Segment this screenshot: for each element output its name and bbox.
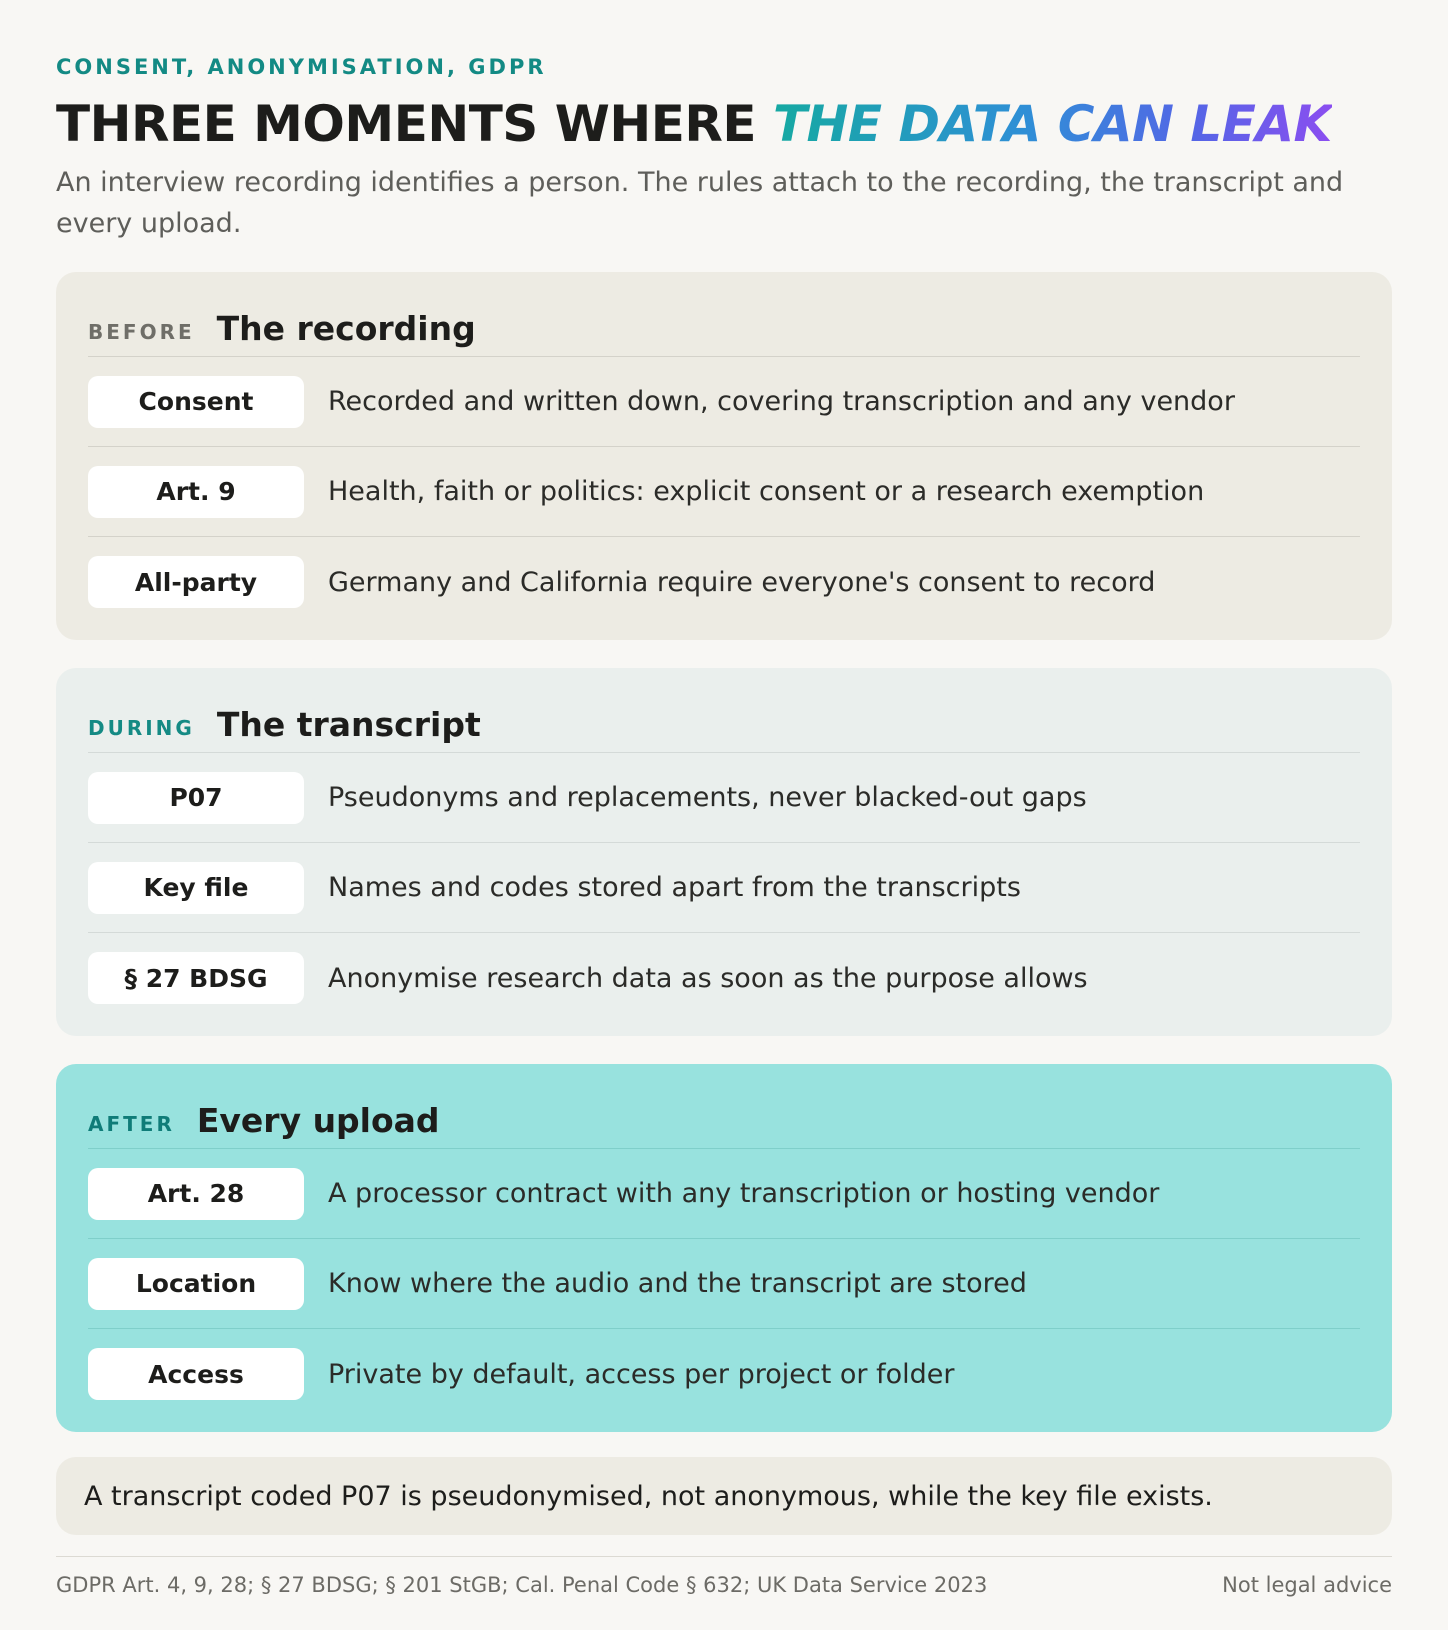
rule-row	[88, 753, 1360, 843]
rule-list	[88, 1148, 1360, 1419]
title-plain: THREE MOMENTS WHERE	[56, 95, 773, 153]
rule-row	[88, 933, 1360, 1023]
rule-row	[88, 1149, 1360, 1239]
summary-note: A transcript coded P07 is pseudonymised, not anonymous, while the key file exists.	[56, 1457, 1392, 1535]
rule-row	[88, 537, 1360, 627]
rule-tag: Key file	[88, 862, 304, 914]
rule-row	[88, 447, 1360, 537]
rule-list	[88, 356, 1360, 627]
panel-title: Every upload	[196, 1100, 440, 1140]
rule-tag: P07	[88, 772, 304, 824]
page-title	[56, 92, 1392, 156]
panel-header	[88, 696, 1360, 752]
stage-label: AFTER	[88, 1112, 175, 1136]
stage-label: BEFORE	[88, 320, 195, 344]
rule-text: Know where the audio and the transcript are stored	[328, 1268, 1027, 1299]
rule-tag: § 27 BDSG	[88, 952, 304, 1004]
title-accent: THE DATA CAN LEAK	[772, 95, 1332, 153]
footer	[56, 1556, 1392, 1597]
rule-row	[88, 843, 1360, 933]
rule-text: Anonymise research data as soon as the purpose allows	[328, 962, 1088, 994]
rule-text: Recorded and written down, covering transcription and any vendor	[328, 386, 1235, 417]
rule-text: Private by default, access per project or folder	[328, 1358, 955, 1390]
rule-text: Health, faith or politics: explicit consent or a research exemption	[328, 476, 1205, 507]
rule-list	[88, 752, 1360, 1023]
rule-text: Pseudonyms and replacements, never blacked-out gaps	[328, 782, 1087, 813]
page-subtitle: An interview recording identifies a person. The rules attach to the recording, the transcript and every upload.	[56, 167, 1344, 239]
rule-row	[88, 1329, 1360, 1419]
eyebrow-label: CONSENT, ANONYMISATION, GDPR	[56, 55, 547, 79]
rule-tag: Location	[88, 1258, 304, 1310]
footer-sources: GDPR Art. 4, 9, 28; § 27 BDSG; § 201 StGB; Cal. Penal Code § 632; UK Data Service 2023	[56, 1573, 988, 1597]
rule-tag: All-party	[88, 556, 304, 608]
panel-during	[56, 668, 1392, 1036]
rule-text: A processor contract with any transcription or hosting vendor	[328, 1178, 1160, 1209]
rule-tag: Consent	[88, 376, 304, 428]
footer-disclaimer: Not legal advice	[1222, 1573, 1392, 1597]
rule-tag: Art. 28	[88, 1168, 304, 1220]
panel-title: The transcript	[216, 704, 481, 744]
rule-row	[88, 1239, 1360, 1329]
rule-tag: Art. 9	[88, 466, 304, 518]
rule-row	[88, 357, 1360, 447]
rule-tag: Access	[88, 1348, 304, 1400]
rule-text: Names and codes stored apart from the transcripts	[328, 872, 1021, 903]
panel-after	[56, 1064, 1392, 1432]
panel-header	[88, 300, 1360, 356]
panel-title: The recording	[216, 308, 476, 348]
panel-header	[88, 1092, 1360, 1148]
stage-label: DURING	[88, 716, 195, 740]
rule-text: Germany and California require everyone's consent to record	[328, 566, 1156, 598]
panel-before	[56, 272, 1392, 640]
